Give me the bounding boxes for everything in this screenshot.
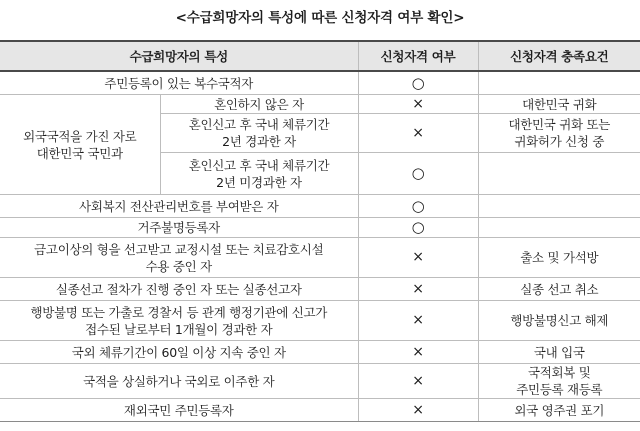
table-row (0, 341, 640, 364)
row-label: 사회복지 전산관리번호를 부여받은 자 (0, 195, 358, 218)
requirement-cell: 대한민국 귀화 또는 귀화허가 신청 중 (478, 114, 640, 153)
row-label: 혼인신고 후 국내 체류기간 2년 경과한 자 (160, 114, 358, 153)
row-label: 행방불명 또는 가출로 경찰서 등 관계 행정기관에 신고가 접수된 날로부터 1개월이 경과한 자 (0, 301, 358, 341)
requirement-cell: 출소 및 가석방 (478, 238, 640, 278)
header-requirement: 신청자격 충족요건 (478, 41, 640, 71)
row-label: 주민등록이 있는 복수국적자 (0, 71, 358, 95)
table-row (0, 301, 640, 341)
header-eligibility: 신청자격 여부 (358, 41, 478, 71)
eligible-mark: ○ (358, 218, 478, 238)
table-row (0, 278, 640, 301)
eligible-mark: ○ (358, 195, 478, 218)
table-row (0, 71, 640, 95)
ineligible-mark: × (358, 341, 478, 364)
eligible-mark: ○ (358, 153, 478, 195)
row-label: 금고이상의 형을 선고받고 교정시설 또는 치료감호시설 수용 중인 자 (0, 238, 358, 278)
table-row (0, 238, 640, 278)
requirement-cell (478, 71, 640, 95)
requirement-cell: 행방불명신고 해제 (478, 301, 640, 341)
requirement-cell: 국내 입국 (478, 341, 640, 364)
group-label-foreign-spouse: 외국국적을 가진 자로 대한민국 국민과 (0, 95, 160, 195)
requirement-cell: 대한민국 귀화 (478, 95, 640, 114)
ineligible-mark: × (358, 301, 478, 341)
ineligible-mark: × (358, 278, 478, 301)
ineligible-mark: × (358, 399, 478, 422)
table-title: <수급희망자의 특성에 따른 신청자격 여부 확인> (175, 10, 465, 26)
row-label: 실종선고 절차가 진행 중인 자 또는 실종선고자 (0, 278, 358, 301)
row-label: 재외국민 주민등록자 (0, 399, 358, 422)
requirement-cell (478, 218, 640, 238)
row-label: 국외 체류기간이 60일 이상 지속 중인 자 (0, 341, 358, 364)
row-label: 혼인신고 후 국내 체류기간 2년 미경과한 자 (160, 153, 358, 195)
requirement-cell: 국적회복 및 주민등록 재등록 (478, 364, 640, 399)
table-row (0, 218, 640, 238)
eligibility-table (0, 40, 640, 422)
ineligible-mark: × (358, 238, 478, 278)
header-row (0, 41, 640, 71)
row-label: 국적을 상실하거나 국외로 이주한 자 (0, 364, 358, 399)
header-characteristic: 수급희망자의 특성 (0, 41, 358, 71)
requirement-cell: 실종 선고 취소 (478, 278, 640, 301)
row-label: 혼인하지 않은 자 (160, 95, 358, 114)
ineligible-mark: × (358, 114, 478, 153)
row-label: 거주불명등록자 (0, 218, 358, 238)
requirement-cell: 외국 영주권 포기 (478, 399, 640, 422)
table-row (0, 364, 640, 399)
table-row (0, 95, 640, 114)
eligible-mark: ○ (358, 71, 478, 95)
table-row (0, 399, 640, 422)
requirement-cell (478, 153, 640, 195)
ineligible-mark: × (358, 364, 478, 399)
requirement-cell (478, 195, 640, 218)
table-row (0, 195, 640, 218)
ineligible-mark: × (358, 95, 478, 114)
